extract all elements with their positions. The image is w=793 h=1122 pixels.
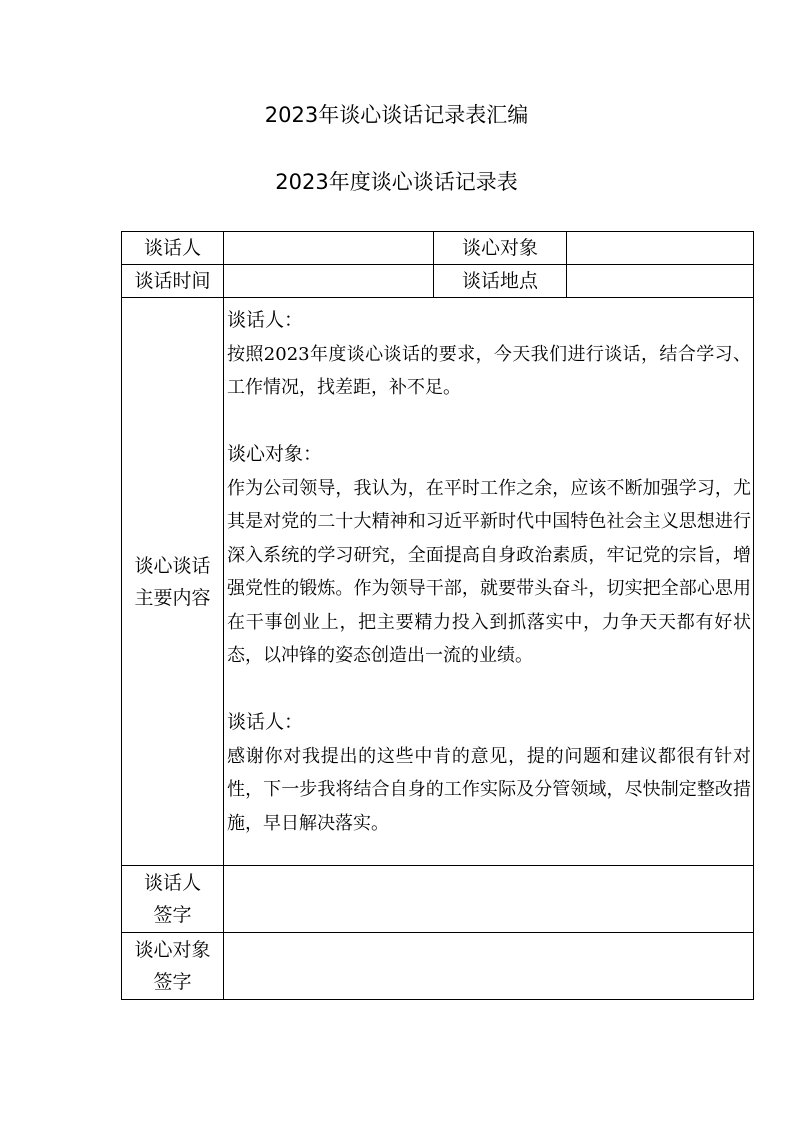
content-label [122, 298, 224, 866]
interviewee-signature-field[interactable] [224, 933, 754, 1000]
interviewee-paragraph: 作为公司领导，我认为，在平时工作之余，应该不断加强学习，尤其是对党的二十大精神和习近平新时代中国特色社会主义思想进行深入系统的学习研究，全面提高自身政治素质，牢记党的宗旨，增强党性的锻炼。作为领导干部，就要带头奋斗，切实把全部心思用在干事创业上，把主要精力投入到抓落实中，力争天天都有好状态，以冲锋的姿态创造出一流的业绩。 [227, 477, 751, 666]
speaker-signature-label [122, 866, 224, 933]
talk-record-table [121, 231, 754, 1000]
content-label-line1: 谈心谈话 [134, 554, 211, 577]
talk-time-label: 谈话时间 [122, 265, 224, 298]
speaker-field[interactable] [224, 232, 434, 265]
interviewee-label: 谈心对象 [434, 232, 567, 265]
content-label-line2: 主要内容 [134, 586, 211, 609]
talk-content[interactable] [224, 298, 754, 866]
speaker-heading: 谈话人： [227, 309, 304, 331]
talk-time-field[interactable] [224, 265, 434, 298]
interviewee-field[interactable] [567, 232, 754, 265]
talk-location-field[interactable] [567, 265, 754, 298]
interviewee-signature-line1: 谈心对象 [134, 939, 211, 961]
table-row [122, 933, 754, 1000]
interviewee-signature-line2: 签字 [153, 971, 192, 993]
paragraph-gap [227, 673, 751, 707]
table-row [122, 265, 754, 298]
speaker-signature-line2: 签字 [153, 904, 192, 926]
table-row [122, 298, 754, 866]
form-title: 2023年度谈心谈话记录表 [275, 170, 518, 194]
interviewee-heading: 谈心对象： [227, 443, 323, 465]
speaker-signature-line1: 谈话人 [143, 872, 201, 894]
speaker-signature-field[interactable] [224, 866, 754, 933]
paragraph-gap [227, 405, 751, 439]
speaker-reply-paragraph: 感谢你对我提出的这些中肯的意见，提的问题和建议都很有针对性，下一步我将结合自身的工作实际及分管领域，尽快制定整改措施，早日解决落实。 [227, 745, 751, 834]
table-row [122, 866, 754, 933]
speaker-label: 谈话人 [122, 232, 224, 265]
table-row [122, 232, 754, 265]
speaker-paragraph: 按照2023年度谈心谈话的要求，今天我们进行谈话，结合学习、工作情况，找差距，补不足。 [227, 343, 751, 398]
interviewee-signature-label [122, 933, 224, 1000]
speaker-heading: 谈话人： [227, 711, 304, 733]
document-title: 2023年谈心谈话记录表汇编 [264, 103, 529, 127]
talk-location-label: 谈话地点 [434, 265, 567, 298]
